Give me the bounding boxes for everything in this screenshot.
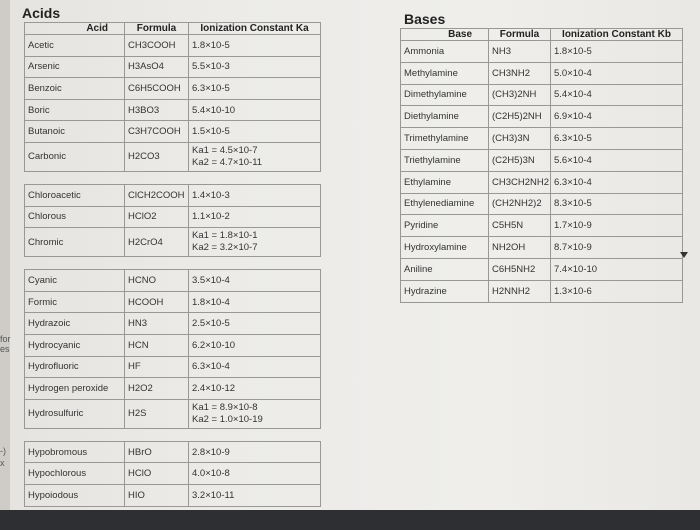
base-kb: 8.3×10-5 — [551, 193, 683, 215]
acid-name: Hydrogen peroxide — [25, 378, 125, 400]
table-row — [401, 84, 683, 106]
base-formula: (C2H5)3N — [489, 149, 551, 171]
acid-name: Arsenic — [25, 56, 125, 78]
base-column-header: Base — [401, 29, 489, 41]
acid-ka: 6.3×10-5 — [189, 78, 321, 100]
table-row — [25, 35, 321, 57]
base-name: Ethylenediamine — [401, 193, 489, 215]
table-row — [401, 258, 683, 280]
acid-ka: 6.2×10-10 — [189, 334, 321, 356]
base-name: Hydrazine — [401, 280, 489, 302]
acid-ka: 1.4×10-3 — [189, 184, 321, 206]
acid-ka — [189, 228, 321, 257]
acid-formula: HIO — [125, 484, 189, 506]
table-row — [25, 463, 321, 485]
acid-name: Carbonic — [25, 142, 125, 171]
table-row — [401, 280, 683, 302]
base-kb: 1.8×10-5 — [551, 41, 683, 63]
acid-formula: HClO — [125, 463, 189, 485]
table-row — [401, 171, 683, 193]
spacer-cell — [25, 428, 125, 441]
acid-formula: CH3COOH — [125, 35, 189, 57]
acid-name: Hydrocyanic — [25, 334, 125, 356]
table-row — [25, 399, 321, 428]
acid-formula: ClCH2COOH — [125, 184, 189, 206]
base-formula: (CH3)2NH — [489, 84, 551, 106]
table-row — [401, 193, 683, 215]
base-formula: NH3 — [489, 41, 551, 63]
table-row — [25, 441, 321, 463]
base-formula: C5H5N — [489, 215, 551, 237]
formula-column-header: Formula — [125, 23, 189, 35]
acid-ka: 5.4×10-10 — [189, 99, 321, 121]
spacer-row — [25, 171, 321, 184]
acid-formula: HCNO — [125, 270, 189, 292]
kb-column-header: Ionization Constant Kb — [551, 29, 683, 41]
bases-table — [400, 28, 683, 303]
ka2-value: Ka2 = 3.2×10-7 — [192, 242, 258, 254]
acid-formula: HBrO — [125, 441, 189, 463]
table-row — [25, 206, 321, 228]
acid-ka: 3.2×10-11 — [189, 484, 321, 506]
table-row — [401, 128, 683, 150]
base-formula: (CH3)3N — [489, 128, 551, 150]
ka2-value: Ka2 = 1.0×10-19 — [192, 413, 263, 425]
acid-ka: 4.0×10-8 — [189, 463, 321, 485]
spacer-cell — [189, 257, 321, 270]
base-kb: 6.3×10-5 — [551, 128, 683, 150]
table-row — [25, 228, 321, 257]
base-kb: 8.7×10-9 — [551, 237, 683, 259]
acid-ka: 1.8×10-5 — [189, 35, 321, 57]
acid-name: Butanoic — [25, 121, 125, 143]
edge-fragment: for — [0, 334, 11, 344]
acid-formula: C6H5COOH — [125, 78, 189, 100]
base-name: Ethylamine — [401, 171, 489, 193]
base-kb: 5.6×10-4 — [551, 149, 683, 171]
table-row — [25, 378, 321, 400]
acid-name: Acetic — [25, 35, 125, 57]
acid-formula: HF — [125, 356, 189, 378]
ka2-value: Ka2 = 4.7×10-11 — [192, 156, 263, 168]
acid-name: Chlorous — [25, 206, 125, 228]
acid-name: Hypoiodous — [25, 484, 125, 506]
base-formula: C6H5NH2 — [489, 258, 551, 280]
base-formula: CH3NH2 — [489, 62, 551, 84]
acid-formula: HCOOH — [125, 291, 189, 313]
table-row — [401, 106, 683, 128]
acid-ka: 5.5×10-3 — [189, 56, 321, 78]
base-kb: 6.9×10-4 — [551, 106, 683, 128]
base-kb: 1.7×10-9 — [551, 215, 683, 237]
spacer-cell — [125, 171, 189, 184]
spacer-cell — [125, 428, 189, 441]
acid-ka: 1.8×10-4 — [189, 291, 321, 313]
acids-title: Acids — [22, 5, 61, 21]
base-kb: 6.3×10-4 — [551, 171, 683, 193]
base-formula: (CH2NH2)2 — [489, 193, 551, 215]
acid-name: Cyanic — [25, 270, 125, 292]
acid-name: Chromic — [25, 228, 125, 257]
acid-ka — [189, 142, 321, 171]
table-row — [25, 121, 321, 143]
table-row — [401, 215, 683, 237]
table-row — [25, 313, 321, 335]
ka1-value: Ka1 = 8.9×10-8 — [192, 401, 258, 413]
bottom-bar — [0, 510, 700, 530]
formula-column-header: Formula — [489, 29, 551, 41]
base-formula: H2NNH2 — [489, 280, 551, 302]
mouse-cursor-icon — [680, 252, 688, 258]
table-row — [25, 142, 321, 171]
acids-header-row — [25, 23, 321, 35]
base-formula: CH3CH2NH2 — [489, 171, 551, 193]
spacer-row — [25, 257, 321, 270]
spacer-row — [25, 428, 321, 441]
bases-title: Bases — [404, 11, 446, 27]
table-row — [401, 237, 683, 259]
acid-formula: H2S — [125, 399, 189, 428]
base-name: Hydroxylamine — [401, 237, 489, 259]
left-page-edge — [0, 0, 10, 510]
acid-name: Formic — [25, 291, 125, 313]
acid-formula: HClO2 — [125, 206, 189, 228]
bases-header-row — [401, 29, 683, 41]
acid-formula: H3AsO4 — [125, 56, 189, 78]
acid-name: Boric — [25, 99, 125, 121]
ka1-value: Ka1 = 4.5×10-7 — [192, 144, 258, 156]
base-name: Methylamine — [401, 62, 489, 84]
ka1-value: Ka1 = 1.8×10-1 — [192, 230, 258, 242]
base-kb: 5.4×10-4 — [551, 84, 683, 106]
table-row — [25, 270, 321, 292]
acid-ka: 3.5×10-4 — [189, 270, 321, 292]
acid-name: Hypobromous — [25, 441, 125, 463]
edge-fragment: es — [0, 344, 10, 354]
acid-ka: 2.8×10-9 — [189, 441, 321, 463]
spacer-cell — [25, 171, 125, 184]
base-name: Ammonia — [401, 41, 489, 63]
table-row — [25, 56, 321, 78]
acid-ka: 6.3×10-4 — [189, 356, 321, 378]
table-row — [25, 356, 321, 378]
table-row — [25, 184, 321, 206]
base-formula: NH2OH — [489, 237, 551, 259]
base-kb: 1.3×10-6 — [551, 280, 683, 302]
acid-formula: HCN — [125, 334, 189, 356]
base-name: Triethylamine — [401, 149, 489, 171]
spacer-cell — [189, 428, 321, 441]
base-name: Trimethylamine — [401, 128, 489, 150]
acid-column-header: Acid — [25, 23, 125, 35]
acid-ka: 2.5×10-5 — [189, 313, 321, 335]
table-row — [25, 78, 321, 100]
spacer-cell — [125, 257, 189, 270]
table-row — [401, 62, 683, 84]
acid-ka: 2.4×10-12 — [189, 378, 321, 400]
table-row — [25, 484, 321, 506]
base-formula: (C2H5)2NH — [489, 106, 551, 128]
acid-name: Benzoic — [25, 78, 125, 100]
base-kb: 5.0×10-4 — [551, 62, 683, 84]
acid-name: Chloroacetic — [25, 184, 125, 206]
acid-ka — [189, 399, 321, 428]
spacer-cell — [189, 171, 321, 184]
acid-formula: H3BO3 — [125, 99, 189, 121]
acid-formula: C3H7COOH — [125, 121, 189, 143]
acid-formula: H2O2 — [125, 378, 189, 400]
edge-fragment: -) — [0, 446, 6, 456]
table-row — [25, 334, 321, 356]
table-row — [401, 149, 683, 171]
acid-formula: H2CO3 — [125, 142, 189, 171]
acid-name: Hypochlorous — [25, 463, 125, 485]
table-row — [25, 99, 321, 121]
base-kb: 7.4×10-10 — [551, 258, 683, 280]
table-row — [25, 291, 321, 313]
ka-column-header: Ionization Constant Ka — [189, 23, 321, 35]
acids-table — [24, 22, 321, 507]
acid-formula: HN3 — [125, 313, 189, 335]
edge-fragment: x — [0, 458, 5, 468]
acid-ka: 1.5×10-5 — [189, 121, 321, 143]
base-name: Pyridine — [401, 215, 489, 237]
acid-ka: 1.1×10-2 — [189, 206, 321, 228]
base-name: Dimethylamine — [401, 84, 489, 106]
acid-name: Hydrosulfuric — [25, 399, 125, 428]
acid-formula: H2CrO4 — [125, 228, 189, 257]
acid-name: Hydrofluoric — [25, 356, 125, 378]
base-name: Diethylamine — [401, 106, 489, 128]
table-row — [401, 41, 683, 63]
base-name: Aniline — [401, 258, 489, 280]
spacer-cell — [25, 257, 125, 270]
acid-name: Hydrazoic — [25, 313, 125, 335]
